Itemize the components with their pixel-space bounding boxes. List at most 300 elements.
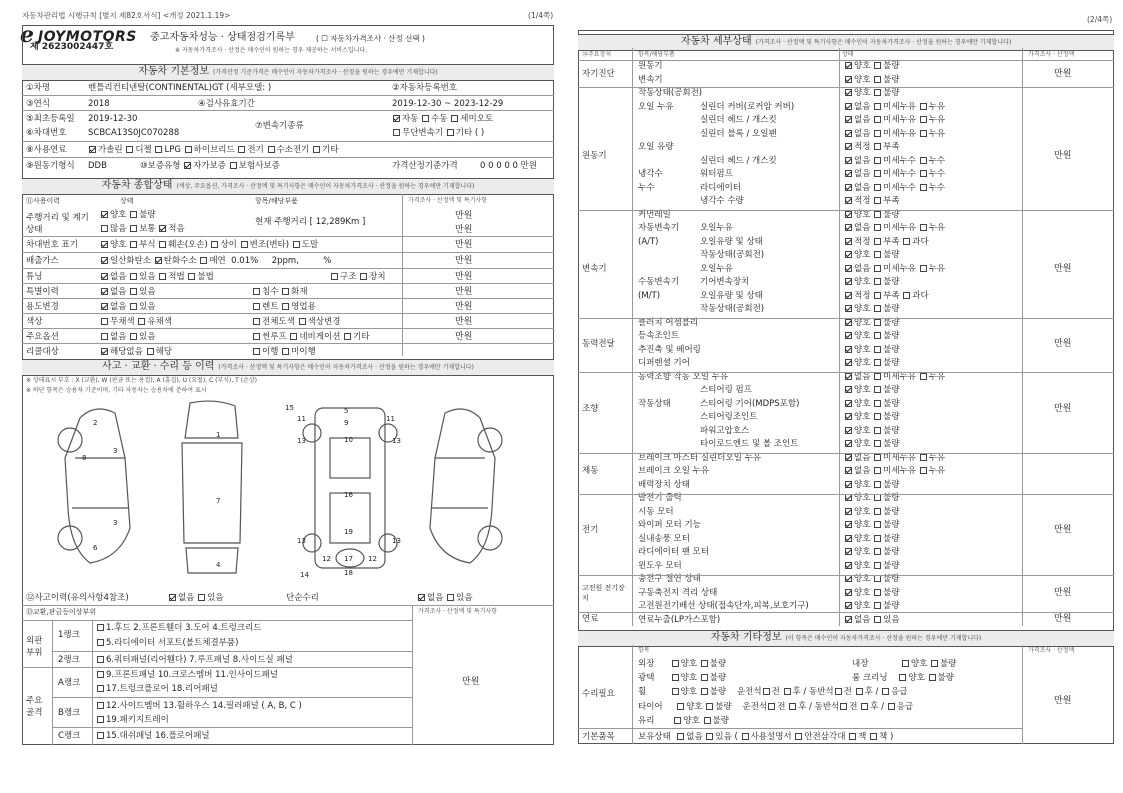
- detail-state: 적정 부족 과다: [844, 292, 929, 301]
- checkbox: [874, 589, 881, 596]
- part-num-8a: 8: [82, 454, 87, 462]
- checkbox: [874, 413, 881, 420]
- checkbox: [874, 103, 881, 110]
- recall-label: 리콜대상: [26, 347, 59, 357]
- accident-legend: ※ 상태표시 부호 : X (교환), W (판금 또는 용접), A (흠집), U (요철), C (부식), T (손상): [26, 377, 258, 384]
- fuel-label: ⑧사용연료: [26, 145, 67, 155]
- checkbox: [874, 427, 881, 434]
- part-num-16: 16: [344, 491, 353, 499]
- detail-item: 추진축 및 베어링: [638, 344, 701, 355]
- detail-state: 없음 미세누유 누유: [844, 224, 945, 233]
- checkbox-checked: [845, 305, 852, 312]
- rank-a-items: 9.프론트패널 10.크로스멤버 11.인사이드패널: [96, 671, 278, 680]
- part-num-14: 14: [300, 571, 309, 579]
- checkbox: [874, 616, 881, 623]
- checkbox: [874, 548, 881, 555]
- detail-item: 누수: [638, 182, 655, 193]
- detail-state: 없음 미세누수 누수: [844, 157, 945, 166]
- checkbox: [874, 602, 881, 609]
- checkbox: [874, 197, 881, 204]
- checkbox: [874, 481, 881, 488]
- group-steering-price: 만원: [1054, 404, 1072, 414]
- rank-1-items-2: 5.라디에이터 서포트(볼트체결부품): [96, 639, 238, 648]
- checkbox: [874, 89, 881, 96]
- detail-state: 양호 불량: [844, 481, 900, 490]
- checkbox-checked: [845, 332, 852, 339]
- checkbox-checked: [845, 427, 852, 434]
- checkbox-checked: [845, 116, 852, 123]
- checkbox: [874, 508, 881, 515]
- main-frame-label: 주요 골격: [26, 696, 43, 718]
- detail-item: 냉각수: [638, 169, 663, 179]
- detail-item: 와이퍼 모터 기능: [638, 520, 701, 530]
- checkbox-checked: [845, 76, 852, 83]
- roomclean-row: 룸 크리닝 양호 불량: [852, 673, 954, 683]
- checkbox-checked: [845, 373, 852, 380]
- checkbox: [874, 400, 881, 407]
- detail-item: 오일 누유: [638, 101, 674, 112]
- detail-item: 실내송풍 모터: [638, 533, 690, 544]
- logo-text: JOYMOTORS: [38, 29, 137, 45]
- detail-subitem: 파워고압호스: [700, 425, 750, 436]
- checkbox-checked: [845, 170, 852, 177]
- checkbox-checked: [845, 359, 852, 366]
- checkbox-checked: [845, 535, 852, 542]
- logo-e: e: [20, 22, 34, 48]
- detail-item: 배력장치 상태: [638, 479, 690, 490]
- group-electric-price: 만원: [1054, 525, 1072, 535]
- checkbox: [874, 184, 881, 191]
- detail-state: 없음 미세누유 누유: [844, 373, 945, 382]
- first-reg-label: ⑤최초등록일: [26, 114, 75, 124]
- checkbox-checked: [845, 62, 852, 69]
- checkbox: [874, 521, 881, 528]
- price-basis-label: 가격산정기준가격: [392, 161, 458, 171]
- checkbox-checked: [845, 562, 852, 569]
- detail-item: 작동상태(공회전): [638, 88, 703, 98]
- checkbox: [874, 305, 881, 312]
- detail-heading: 자동차 세부상태 (가격조사 · 산정액 및 특기사항은 매수인이 자동차가격조사 · 산정을 원하는 경우에만 기재합니다): [578, 34, 1114, 51]
- part-num-13d: 13: [392, 537, 401, 545]
- checkbox-checked: [845, 184, 852, 191]
- checkbox: [874, 440, 881, 447]
- detail-state: 양호 불량: [844, 575, 900, 584]
- outer-panel-label: 외판 부위: [26, 636, 43, 658]
- odometer-label: 주행거리 및 계기상태: [26, 213, 89, 235]
- checkbox: [874, 157, 881, 164]
- checkbox: [874, 346, 881, 353]
- detail-state: 없음 미세누유 누유: [844, 103, 945, 112]
- checkbox: [874, 386, 881, 393]
- detail-state: 없음 미세누유 누유: [844, 265, 945, 274]
- accident-legend-2: ※ 하단 항목은 승용차 기준이며, 기타 자동차는 승용차에 준하여 표시: [26, 387, 207, 394]
- glass-row: 유리 양호 불량: [638, 716, 729, 726]
- interior-row: 내장 양호 불량: [852, 659, 957, 669]
- accident-history-label: ⑫사고이력(유의사항4참조): [26, 593, 129, 603]
- checkbox: [874, 373, 881, 380]
- checkbox: [874, 62, 881, 69]
- detail-subitem: 오일유량 및 상태: [700, 236, 763, 247]
- detail-state: 없음 미세누수 누수: [844, 184, 945, 193]
- detail-col-item: 항목/해당부품: [638, 51, 675, 58]
- page-number-2: (2/4쪽): [1087, 15, 1113, 24]
- checkbox: [874, 251, 881, 258]
- detail-state: 적정 부족: [844, 143, 900, 152]
- checkbox-checked: [845, 548, 852, 555]
- checkbox: [874, 278, 881, 285]
- checkbox-checked: [845, 319, 852, 326]
- checkbox: [920, 103, 927, 110]
- checkbox: [874, 494, 881, 501]
- detail-state: 양호 불량: [844, 548, 900, 557]
- checkbox-checked: [845, 238, 852, 245]
- detail-state: 양호 불량: [844, 602, 900, 611]
- group-fuel: 연료: [582, 614, 599, 624]
- engine-label: ⑨원동기형식: [26, 161, 75, 171]
- page-1: [0, 0, 561, 793]
- part-num-4: 4: [216, 561, 221, 569]
- odometer-price: 만원: [455, 211, 473, 221]
- detail-subitem: 오일유량 및 상태: [700, 290, 763, 301]
- group-fuel-price: 만원: [1054, 614, 1072, 624]
- other-col-item: 항목: [638, 647, 650, 654]
- part-num-19: 19: [344, 528, 353, 536]
- detail-item: 브레이크 마스터 실린더오일 누유: [638, 452, 762, 463]
- group-high-voltage: 고전원 전기장치: [582, 584, 625, 602]
- detail-col-price: 가격조사 · 산정액: [1028, 51, 1075, 58]
- detail-item: 등속조인트: [638, 331, 680, 341]
- rank-b-items: 12.사이드멤버 13.휠하우스 14.필러패널 ( A, B, C ): [96, 702, 302, 711]
- options-price: 만원: [455, 332, 473, 342]
- emission-options: 일산화탄소 탄화수소 매연 0.01% 2ppm, %: [100, 257, 331, 266]
- car-damage-diagram: [50, 398, 520, 578]
- detail-state: 없음 미세누유 누유: [844, 130, 945, 139]
- title-selection: ( ☐ 자동차가격조사 · 산정 선택 ): [316, 34, 425, 43]
- detail-state: 양호 불량: [844, 76, 900, 85]
- detail-state: 양호 불량: [844, 251, 900, 260]
- color-options: 무채색 유채색: [100, 318, 172, 327]
- group-transmission: 변속기: [582, 264, 607, 274]
- accident-history-options: 없음 있음: [168, 594, 224, 603]
- part-num-12a: 12: [322, 555, 331, 563]
- checkbox-checked: [845, 589, 852, 596]
- detail-state: 양호 불량: [844, 535, 900, 544]
- basic-items-label: 기본품목: [582, 732, 615, 742]
- detail-state: 없음 미세누유 누유: [844, 467, 945, 476]
- checkbox: [874, 575, 881, 582]
- transmission-options-1: 자동 수동 세미오토: [392, 115, 493, 124]
- checkbox: [874, 143, 881, 150]
- detail-subitem: 기어변속장치: [700, 277, 750, 287]
- detail-item: 라디에이터 팬 모터: [638, 547, 710, 557]
- rank-1-label: 1랭크: [58, 630, 80, 640]
- emission-price: 만원: [455, 256, 473, 266]
- accident-heading: 사고 · 교환 · 수리 등 이력 (가격조사 · 산정액 및 특기사항은 매수인이 자동차가격조사 · 산정을 원하는 경우에만 기재합니다): [22, 359, 554, 376]
- checkbox: [903, 238, 910, 245]
- summary-col-state: 상태: [120, 197, 134, 205]
- reg-label: ②자동차등록번호: [392, 83, 458, 93]
- other-col-price: 가격조사 · 산정액: [1028, 647, 1075, 654]
- vin-mark-options: 양호 부식 훼손(오손) 상이 변조(변타) 도말: [100, 241, 318, 250]
- fuel-options: 가솔린 디젤 LPG 하이브리드 전기 수소전기 기타: [88, 146, 339, 155]
- checkbox-checked: [845, 197, 852, 204]
- checkbox-checked: [845, 251, 852, 258]
- detail-state: 양호 불량: [844, 89, 900, 98]
- recall-options-2: 이행 미이행: [252, 348, 316, 357]
- checkbox: [920, 157, 927, 164]
- detail-item: 고전원전기배선 상태(접속단자,피복,보호기구): [638, 601, 809, 611]
- checkbox-checked: [845, 292, 852, 299]
- detail-state: 양호 불량: [844, 305, 900, 314]
- options-options-2: 썬루프 네비게이션 기타: [252, 333, 370, 342]
- checkbox: [874, 265, 881, 272]
- odometer-detail: 현재 주행거리 [ 12,289Km ]: [255, 217, 366, 227]
- checkbox: [920, 170, 927, 177]
- vin-label: ⑥차대번호: [26, 128, 67, 138]
- checkbox-checked: [845, 575, 852, 582]
- tuning-options: 없음 있음 적법 불법: [100, 273, 214, 282]
- detail-subitem: 작동상태(공회전): [700, 250, 765, 260]
- page-2: [562, 0, 1123, 793]
- car-name-label: ①차명: [26, 83, 51, 93]
- checkbox-checked: [845, 103, 852, 110]
- inspection-label: ④검사유효기간: [198, 99, 255, 109]
- vin-mark-label: 차대번호 표기: [26, 240, 78, 250]
- parts-label: ⑬교환,판금등이상부위: [26, 608, 97, 616]
- detail-state: 없음 있음: [844, 616, 900, 625]
- simple-repair-label: 단순수리: [286, 593, 319, 603]
- checkbox: [874, 535, 881, 542]
- checkbox: [920, 116, 927, 123]
- detail-item: 발전기 출력: [638, 493, 682, 503]
- part-num-3a: 3: [113, 447, 118, 455]
- checkbox: [874, 319, 881, 326]
- detail-state: 없음 미세누유 누유: [844, 454, 945, 463]
- detail-state: 양호 불량: [844, 521, 900, 530]
- rank-2-items: 6.쿼터패널(리어휀다) 7.루프패널 8.사이드실 패널: [96, 656, 293, 665]
- checkbox: [874, 130, 881, 137]
- checkbox-checked: [845, 481, 852, 488]
- part-num-11a: 11: [297, 415, 306, 423]
- tire-row: 타이어 양호 불량 운전석 전 후 / 동반석 전 후 / 응급: [638, 702, 914, 712]
- detail-state: 양호 불량: [844, 508, 900, 517]
- group-transmission-price: 만원: [1054, 264, 1072, 274]
- detail-state: 양호 불량: [844, 440, 900, 449]
- part-num-2a: 2: [93, 419, 98, 427]
- checkbox-checked: [845, 494, 852, 501]
- checkbox: [920, 184, 927, 191]
- wheel-row: 휠 양호 불량 운전석 전 후 / 동반석 전 후 / 응급: [638, 687, 908, 697]
- detail-state: 적정 부족 과다: [844, 238, 929, 247]
- detail-state: 양호 불량: [844, 346, 900, 355]
- part-num-7: 7: [216, 497, 221, 505]
- detail-subitem: 냉각수 수량: [700, 196, 744, 206]
- checkbox-checked: [845, 89, 852, 96]
- checkbox-checked: [845, 386, 852, 393]
- checkbox: [920, 265, 927, 272]
- inspection-value: 2019-12-30 ~ 2023-12-29: [392, 99, 504, 109]
- rank-a-label: A랭크: [58, 678, 81, 688]
- document-number: 제 2623002447호: [30, 42, 114, 52]
- document-title: 중고자동차성능 · 상태점검기록부: [150, 32, 295, 43]
- group-brake: 제동: [582, 466, 599, 476]
- rank-a-items-2: 17.트렁크플로어 18.리어패널: [96, 685, 218, 694]
- special-options: 없음 있음: [100, 288, 156, 297]
- checkbox: [920, 467, 927, 474]
- transmission-label: ⑦변속기종류: [255, 121, 304, 131]
- detail-item: 수동변속기: [638, 277, 680, 287]
- checkbox-checked: [845, 440, 852, 447]
- part-num-11b: 11: [386, 415, 395, 423]
- checkbox-checked: [845, 413, 852, 420]
- detail-subitem: 스티어링 기어(MDPS포함): [700, 398, 800, 409]
- detail-subitem: 실린더 블록 / 오일팬: [700, 128, 777, 139]
- title-note: ※ 자동차가격조사 · 산정은 매수인이 원하는 경우 제공하는 서비스입니다.: [175, 47, 368, 54]
- detail-state: 양호 불량: [844, 400, 900, 409]
- checkbox: [920, 224, 927, 231]
- checkbox: [874, 116, 881, 123]
- part-num-6a: 6: [93, 544, 98, 552]
- detail-item: 동력조향 작동 오일 누유: [638, 371, 729, 382]
- detail-subitem: 워터펌프: [700, 169, 733, 179]
- detail-subitem: 작동상태(공회전): [700, 304, 765, 314]
- usage-options-2: 렌트 영업용: [252, 303, 316, 312]
- checkbox-checked: [845, 224, 852, 231]
- detail-state: 양호 불량: [844, 413, 900, 422]
- other-heading: 자동차 기타정보 (이 항목은 매수인이 자동차가격조사 · 산정을 원하는 경우에만 기재합니다): [578, 630, 1114, 647]
- detail-item: 클러치 어셈블리: [638, 317, 699, 328]
- part-num-12b: 12: [368, 555, 377, 563]
- basic-info-heading: 자동차 기본정보 (가격산정 기준가격은 매수인이 자동차가격조사 · 산정을 원하는 경우에만 기재합니다): [22, 64, 554, 81]
- checkbox-checked: [845, 278, 852, 285]
- summary-col-detail: 항목/해당부품: [255, 197, 298, 205]
- options-label: 주요옵션: [26, 332, 59, 342]
- detail-subitem: 오일누유: [700, 223, 733, 233]
- rank-c-label: C랭크: [58, 731, 81, 741]
- odometer-price-2: 만원: [455, 225, 473, 235]
- checkbox-checked: [845, 346, 852, 353]
- other-price: 만원: [1054, 696, 1072, 706]
- usage-label: 용도변경: [26, 302, 59, 312]
- options-options: 없음 있음: [100, 333, 156, 342]
- rank-c-items: 15.대쉬패널 16.플로어패널: [96, 732, 210, 741]
- detail-subitem: 실린더 헤드 / 개스킷: [700, 115, 777, 125]
- checkbox: [903, 292, 910, 299]
- detail-col-state: 상태: [842, 51, 854, 58]
- detail-item: 원동기: [638, 61, 663, 71]
- part-num-13a: 13: [297, 437, 306, 445]
- special-label: 특별이력: [26, 287, 59, 297]
- group-drivetrain: 동력전달: [582, 339, 615, 349]
- checkbox: [920, 373, 927, 380]
- checkbox: [874, 170, 881, 177]
- checkbox: [874, 332, 881, 339]
- detail-item: 커먼레일: [638, 209, 671, 220]
- year-label: ③연식: [26, 99, 51, 109]
- detail-state: 양호 불량: [844, 589, 900, 598]
- detail-item: 작동상태: [638, 398, 671, 409]
- checkbox: [874, 359, 881, 366]
- detail-subitem: 스티어링 펌프: [700, 385, 752, 395]
- group-drivetrain-price: 만원: [1054, 339, 1072, 349]
- color-options-2: 전체도색 색상변경: [252, 318, 340, 327]
- summary-col-price: 가격조사 · 산정액 및 특기사항: [408, 197, 488, 204]
- part-num-18: 18: [344, 569, 353, 577]
- tuning-options-2: 구조 장치: [330, 273, 386, 282]
- checkbox-checked: [845, 616, 852, 623]
- detail-item: 디퍼렌셜 기어: [638, 358, 690, 368]
- usage-price: 만원: [455, 302, 473, 312]
- checkbox-checked: [845, 265, 852, 272]
- checkbox-checked: [845, 508, 852, 515]
- checkbox: [874, 224, 881, 231]
- group-self-diagnosis-price: 만원: [1054, 69, 1072, 79]
- repair-needed-label: 수리필요: [582, 689, 615, 699]
- checkbox-checked: [845, 454, 852, 461]
- detail-state: 양호 불량: [844, 62, 900, 71]
- detail-state: 양호 불량: [844, 319, 900, 328]
- checkbox-checked: [845, 602, 852, 609]
- group-steering: 조향: [582, 404, 599, 414]
- rank-b-label: B랭크: [58, 708, 81, 718]
- part-num-15: 15: [285, 404, 294, 412]
- detail-subitem: 라디에이터: [700, 182, 742, 193]
- checkbox-checked: [845, 157, 852, 164]
- checkbox-checked: [845, 211, 852, 218]
- rank-2-label: 2랭크: [58, 655, 80, 665]
- detail-item: 윈도우 모터: [638, 560, 682, 571]
- group-self-diagnosis: 자기진단: [582, 69, 615, 79]
- detail-subitem: 실린더 커버(로커암 커버): [700, 101, 795, 112]
- detail-state: 없음 미세누유 누유: [844, 116, 945, 125]
- part-num-5: 5: [344, 407, 349, 415]
- page-number: (1/4쪽): [528, 11, 554, 20]
- vin-value: SCBCA13S0JC070288: [88, 128, 180, 138]
- year-value: 2018: [88, 99, 110, 109]
- vin-mark-price: 만원: [455, 240, 473, 250]
- detail-state: 양호 불량: [844, 562, 900, 571]
- detail-item: 변속기: [638, 74, 663, 85]
- group-electric: 전기: [582, 525, 599, 535]
- detail-item: 브레이크 오일 누유: [638, 466, 710, 476]
- gloss-row: 광택 양호 불량: [638, 673, 727, 683]
- detail-state: 양호 불량: [844, 427, 900, 436]
- special-price: 만원: [455, 287, 473, 297]
- transmission-options-2: 무단변속기 기타 ( ): [392, 129, 484, 138]
- detail-item: 시동 모터: [638, 506, 674, 517]
- checkbox-checked: [845, 400, 852, 407]
- checkbox-checked: [845, 130, 852, 137]
- first-reg-value: 2019-12-30: [88, 114, 138, 124]
- summary-heading: 자동차 종합상태 (색상, 주요옵션, 가격조사 · 산정액 및 특기사항은 매수인이 자동차가격조사 · 산정을 원하는 경우에만 기재합니다): [22, 178, 554, 195]
- detail-state: 없음 미세누수 누수: [844, 170, 945, 179]
- engine-value: DDB: [88, 161, 107, 171]
- checkbox: [874, 562, 881, 569]
- simple-repair-options: 없음 있음: [417, 594, 473, 603]
- warranty-options: ⑩보증유형 자가보증 보험사보증: [140, 161, 280, 171]
- group-engine-price: 만원: [1054, 151, 1072, 161]
- detail-item: 구동축전지 격리 상태: [638, 587, 718, 598]
- detail-subitem: 실린더 헤드 / 개스킷: [700, 155, 777, 166]
- exterior-row: 외장 양호 불량: [638, 659, 727, 669]
- part-num-13c: 13: [297, 537, 306, 545]
- checkbox: [920, 130, 927, 137]
- group-engine: 원동기: [582, 151, 607, 161]
- checkbox: [874, 292, 881, 299]
- checkbox-checked: [845, 521, 852, 528]
- detail-item: (A/T): [638, 236, 659, 247]
- color-label: 색상: [26, 317, 43, 327]
